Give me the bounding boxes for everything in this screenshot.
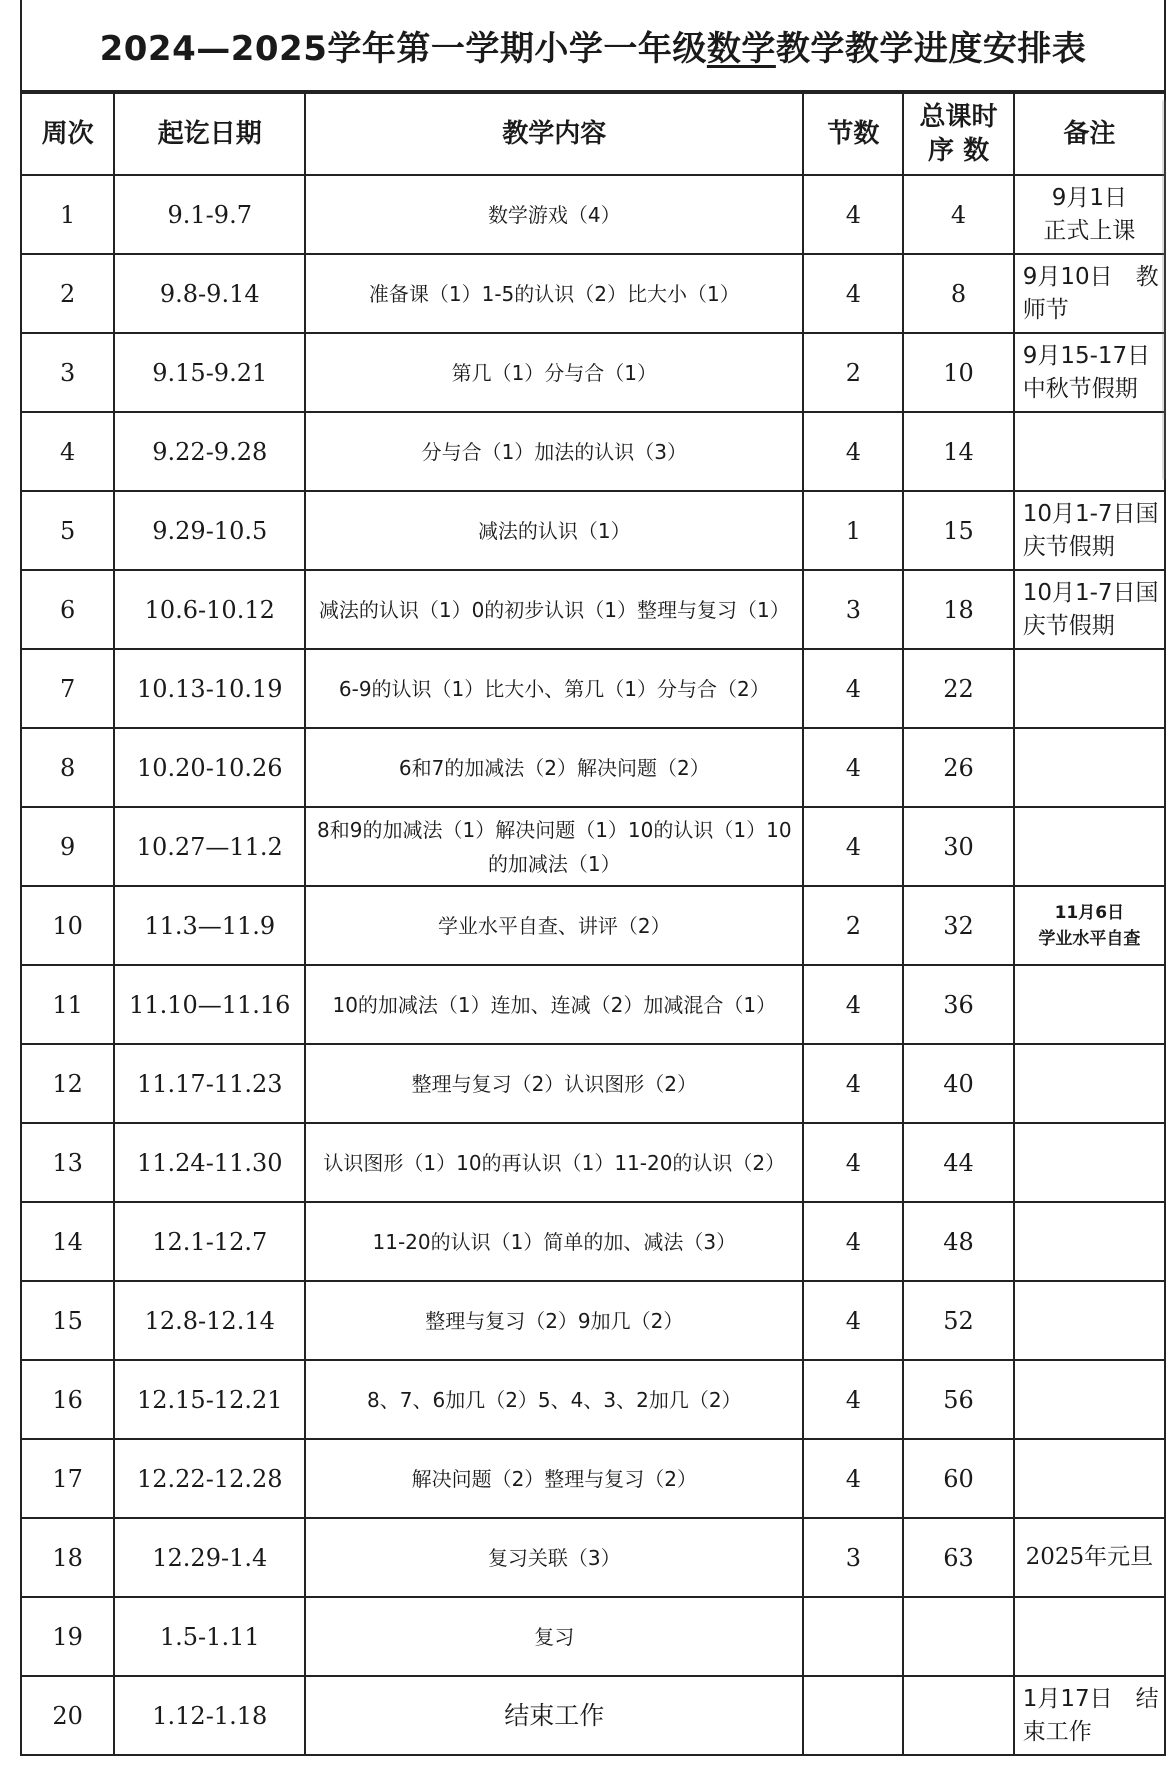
note-cell: 9月15-17日中秋节假期 [1014,333,1165,412]
week-cell: 9 [21,807,114,886]
note-cell [1014,728,1165,807]
content-cell: 减法的认识（1） [305,491,803,570]
week-cell: 19 [21,1597,114,1676]
lessons-cell: 4 [803,1439,903,1518]
dates-cell: 11.24-11.30 [114,1123,305,1202]
lessons-cell: 4 [803,254,903,333]
lessons-cell: 3 [803,570,903,649]
header-total: 总课时序 数 [903,93,1013,175]
lessons-cell: 2 [803,886,903,965]
lessons-cell: 4 [803,175,903,254]
header-note: 备注 [1014,93,1165,175]
week-cell: 20 [21,1676,114,1755]
dates-cell: 12.15-12.21 [114,1360,305,1439]
lessons-cell: 4 [803,965,903,1044]
lessons-cell: 3 [803,1518,903,1597]
content-cell: 解决问题（2）整理与复习（2） [305,1439,803,1518]
dates-cell: 9.8-9.14 [114,254,305,333]
content-cell: 分与合（1）加法的认识（3） [305,412,803,491]
note-cell: 9月1日 正式上课 [1014,175,1165,254]
header-dates: 起讫日期 [114,93,305,175]
table-row [21,1202,1165,1281]
table-row [21,1597,1165,1676]
lessons-cell: 4 [803,412,903,491]
note-cell [1014,1439,1165,1518]
table-row [21,1044,1165,1123]
total-cell: 40 [903,1044,1013,1123]
content-cell: 复习关联（3） [305,1518,803,1597]
content-cell: 数学游戏（4） [305,175,803,254]
note-cell [1014,1202,1165,1281]
total-cell: 63 [903,1518,1013,1597]
content-cell: 6-9的认识（1）比大小、第几（1）分与合（2） [305,649,803,728]
lessons-cell: 4 [803,1281,903,1360]
dates-cell: 11.3—11.9 [114,886,305,965]
schedule-sheet [20,0,1166,1770]
note-cell: 1月17日 结束工作 [1014,1676,1165,1755]
scrollbar[interactable] [1162,100,1166,480]
lessons-cell: 4 [803,1044,903,1123]
week-cell: 7 [21,649,114,728]
table-row [21,1518,1165,1597]
lessons-cell: 4 [803,1360,903,1439]
note-cell [1014,807,1165,886]
schedule-table [20,92,1166,1756]
total-cell: 14 [903,412,1013,491]
lessons-cell: 4 [803,807,903,886]
table-row [21,728,1165,807]
week-cell: 5 [21,491,114,570]
content-cell: 准备课（1）1-5的认识（2）比大小（1） [305,254,803,333]
table-row [21,1676,1165,1755]
week-cell: 18 [21,1518,114,1597]
content-cell: 10的加减法（1）连加、连减（2）加减混合（1） [305,965,803,1044]
page-title [100,21,1087,70]
total-cell: 48 [903,1202,1013,1281]
table-row [21,412,1165,491]
content-cell: 学业水平自查、讲评（2） [305,886,803,965]
table-row [21,1439,1165,1518]
week-cell: 4 [21,412,114,491]
dates-cell: 11.10—11.16 [114,965,305,1044]
content-cell: 整理与复习（2）认识图形（2） [305,1044,803,1123]
total-cell: 10 [903,333,1013,412]
total-cell: 30 [903,807,1013,886]
table-row [21,886,1165,965]
lessons-cell: 4 [803,1123,903,1202]
dates-cell: 1.12-1.18 [114,1676,305,1755]
dates-cell: 11.17-11.23 [114,1044,305,1123]
header-lessons: 节数 [803,93,903,175]
dates-cell: 10.20-10.26 [114,728,305,807]
dates-cell: 10.6-10.12 [114,570,305,649]
table-row [21,491,1165,570]
table-row [21,1123,1165,1202]
total-cell: 56 [903,1360,1013,1439]
note-cell: 2025年元旦 [1014,1518,1165,1597]
dates-cell: 10.27—11.2 [114,807,305,886]
dates-cell: 9.15-9.21 [114,333,305,412]
week-cell: 11 [21,965,114,1044]
table-row [21,807,1165,886]
content-cell: 整理与复习（2）9加几（2） [305,1281,803,1360]
content-cell: 结束工作 [305,1676,803,1755]
total-cell: 44 [903,1123,1013,1202]
lessons-cell [803,1676,903,1755]
total-cell: 32 [903,886,1013,965]
week-cell: 12 [21,1044,114,1123]
table-row [21,1360,1165,1439]
content-cell: 第几（1）分与合（1） [305,333,803,412]
total-cell [903,1597,1013,1676]
content-cell: 8和9的加减法（1）解决问题（1）10的认识（1）10的加减法（1） [305,807,803,886]
title-suffix: 教学教学进度安排表 [775,28,1087,69]
total-cell: 52 [903,1281,1013,1360]
dates-cell: 1.5-1.11 [114,1597,305,1676]
dates-cell: 12.1-12.7 [114,1202,305,1281]
title-row [20,0,1166,92]
table-row [21,965,1165,1044]
title-prefix: 2024—2025学年第一学期小学一年级 [99,28,707,69]
lessons-cell: 2 [803,333,903,412]
note-cell: 10月1-7日国庆节假期 [1014,570,1165,649]
dates-cell: 9.22-9.28 [114,412,305,491]
week-cell: 16 [21,1360,114,1439]
week-cell: 2 [21,254,114,333]
content-cell: 6和7的加减法（2）解决问题（2） [305,728,803,807]
total-cell: 22 [903,649,1013,728]
total-cell: 15 [903,491,1013,570]
table-row [21,649,1165,728]
note-cell [1014,1597,1165,1676]
dates-cell: 9.29-10.5 [114,491,305,570]
total-cell: 18 [903,570,1013,649]
dates-cell: 9.1-9.7 [114,175,305,254]
week-cell: 1 [21,175,114,254]
week-cell: 6 [21,570,114,649]
note-cell: 9月10日 教师节 [1014,254,1165,333]
table-row [21,175,1165,254]
total-cell: 4 [903,175,1013,254]
week-cell: 15 [21,1281,114,1360]
total-cell: 60 [903,1439,1013,1518]
content-cell: 8、7、6加几（2）5、4、3、2加几（2） [305,1360,803,1439]
header-week: 周次 [21,93,114,175]
note-cell: 11月6日 学业水平自查 [1014,886,1165,965]
lessons-cell: 4 [803,1202,903,1281]
lessons-cell: 1 [803,491,903,570]
week-cell: 14 [21,1202,114,1281]
total-cell [903,1676,1013,1755]
note-cell [1014,965,1165,1044]
total-cell: 26 [903,728,1013,807]
week-cell: 10 [21,886,114,965]
header-content: 教学内容 [305,93,803,175]
table-row [21,570,1165,649]
note-cell: 10月1-7日国庆节假期 [1014,491,1165,570]
total-cell: 36 [903,965,1013,1044]
note-cell [1014,1044,1165,1123]
dates-cell: 12.8-12.14 [114,1281,305,1360]
content-cell: 减法的认识（1）0的初步认识（1）整理与复习（1） [305,570,803,649]
lessons-cell: 4 [803,728,903,807]
table-row [21,1281,1165,1360]
week-cell: 13 [21,1123,114,1202]
content-cell: 复习 [305,1597,803,1676]
week-cell: 17 [21,1439,114,1518]
content-cell: 认识图形（1）10的再认识（1）11-20的认识（2） [305,1123,803,1202]
table-row [21,254,1165,333]
dates-cell: 12.29-1.4 [114,1518,305,1597]
week-cell: 3 [21,333,114,412]
note-cell [1014,1123,1165,1202]
week-cell: 8 [21,728,114,807]
content-cell: 11-20的认识（1）简单的加、减法（3） [305,1202,803,1281]
header-row [21,93,1165,175]
note-cell [1014,1281,1165,1360]
dates-cell: 10.13-10.19 [114,649,305,728]
note-cell [1014,1360,1165,1439]
total-cell: 8 [903,254,1013,333]
lessons-cell [803,1597,903,1676]
lessons-cell: 4 [803,649,903,728]
table-row [21,333,1165,412]
title-subject: 数学 [706,28,776,69]
note-cell [1014,412,1165,491]
dates-cell: 12.22-12.28 [114,1439,305,1518]
note-cell [1014,649,1165,728]
